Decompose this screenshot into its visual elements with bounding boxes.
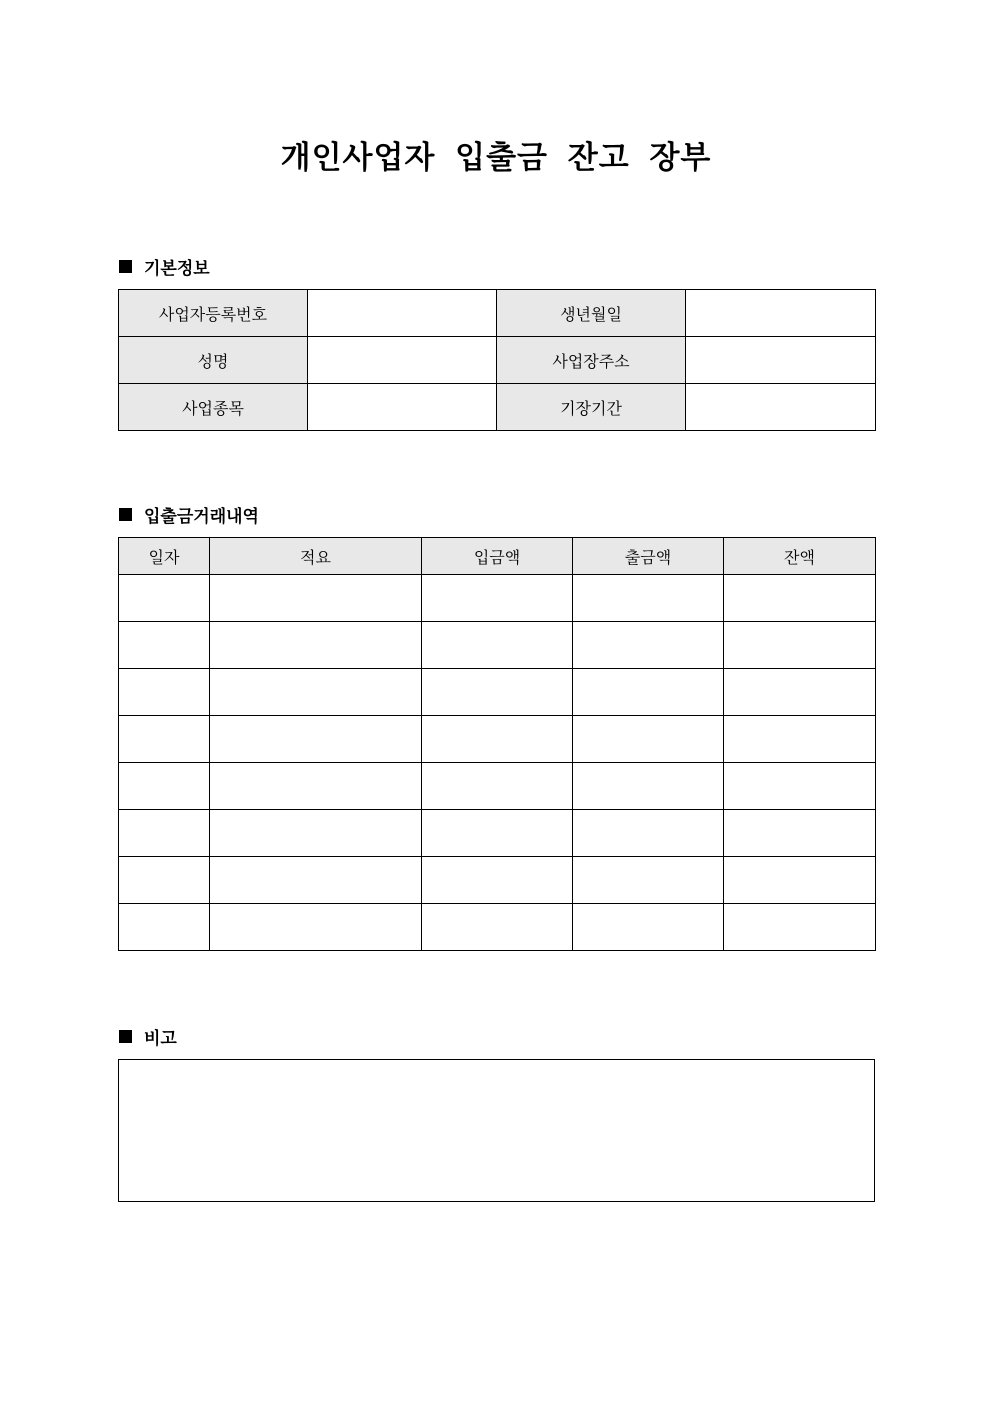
birth-date-field[interactable] (686, 290, 876, 337)
bookkeeping-period-label: 기장기간 (497, 384, 686, 431)
description-cell[interactable] (210, 575, 422, 622)
business-registration-number-label: 사업자등록번호 (119, 290, 308, 337)
column-header-date: 일자 (119, 538, 210, 575)
square-bullet-icon (119, 508, 132, 521)
description-cell[interactable] (210, 904, 422, 951)
withdrawal-cell[interactable] (573, 810, 724, 857)
deposit-cell[interactable] (422, 716, 573, 763)
balance-cell[interactable] (724, 716, 876, 763)
transactions-header-row (119, 538, 876, 575)
deposit-cell[interactable] (422, 904, 573, 951)
description-cell[interactable] (210, 857, 422, 904)
name-field[interactable] (308, 337, 497, 384)
deposit-cell[interactable] (422, 622, 573, 669)
balance-cell[interactable] (724, 904, 876, 951)
square-bullet-icon (119, 1030, 132, 1043)
remarks-heading-text: 비고 (144, 1029, 177, 1049)
deposit-cell[interactable] (422, 857, 573, 904)
basic-info-row (119, 384, 876, 431)
deposit-cell[interactable] (422, 669, 573, 716)
square-bullet-icon (119, 260, 132, 273)
balance-cell[interactable] (724, 763, 876, 810)
balance-cell[interactable] (724, 622, 876, 669)
date-cell[interactable] (119, 904, 210, 951)
basic-info-row (119, 290, 876, 337)
table-row (119, 763, 876, 810)
deposit-cell[interactable] (422, 763, 573, 810)
withdrawal-cell[interactable] (573, 763, 724, 810)
description-cell[interactable] (210, 622, 422, 669)
balance-cell[interactable] (724, 810, 876, 857)
transactions-table (118, 537, 876, 951)
date-cell[interactable] (119, 763, 210, 810)
bookkeeping-period-field[interactable] (686, 384, 876, 431)
table-row (119, 810, 876, 857)
remarks-field[interactable] (118, 1059, 875, 1202)
description-cell[interactable] (210, 810, 422, 857)
table-row (119, 622, 876, 669)
basic-info-heading (119, 254, 210, 279)
basic-info-row (119, 337, 876, 384)
business-address-label: 사업장주소 (497, 337, 686, 384)
date-cell[interactable] (119, 575, 210, 622)
date-cell[interactable] (119, 669, 210, 716)
column-header-description: 적요 (210, 538, 422, 575)
table-row (119, 857, 876, 904)
column-header-withdrawal: 출금액 (573, 538, 724, 575)
withdrawal-cell[interactable] (573, 716, 724, 763)
business-type-field[interactable] (308, 384, 497, 431)
table-row (119, 669, 876, 716)
transactions-heading (119, 502, 259, 527)
balance-cell[interactable] (724, 669, 876, 716)
date-cell[interactable] (119, 810, 210, 857)
business-type-label: 사업종목 (119, 384, 308, 431)
table-row (119, 716, 876, 763)
withdrawal-cell[interactable] (573, 857, 724, 904)
balance-cell[interactable] (724, 857, 876, 904)
withdrawal-cell[interactable] (573, 622, 724, 669)
withdrawal-cell[interactable] (573, 904, 724, 951)
date-cell[interactable] (119, 857, 210, 904)
name-label: 성명 (119, 337, 308, 384)
business-registration-number-field[interactable] (308, 290, 497, 337)
transactions-heading-text: 입출금거래내역 (144, 507, 259, 527)
withdrawal-cell[interactable] (573, 669, 724, 716)
table-row (119, 575, 876, 622)
column-header-balance: 잔액 (724, 538, 876, 575)
balance-cell[interactable] (724, 575, 876, 622)
business-address-field[interactable] (686, 337, 876, 384)
deposit-cell[interactable] (422, 575, 573, 622)
description-cell[interactable] (210, 763, 422, 810)
remarks-heading (119, 1024, 177, 1049)
basic-info-heading-text: 기본정보 (144, 259, 210, 279)
column-header-deposit: 입금액 (422, 538, 573, 575)
document-title: 개인사업자 입출금 잔고 장부 (280, 140, 712, 176)
birth-date-label: 생년월일 (497, 290, 686, 337)
table-row (119, 904, 876, 951)
basic-info-table (118, 289, 876, 431)
deposit-cell[interactable] (422, 810, 573, 857)
date-cell[interactable] (119, 716, 210, 763)
date-cell[interactable] (119, 622, 210, 669)
description-cell[interactable] (210, 669, 422, 716)
description-cell[interactable] (210, 716, 422, 763)
withdrawal-cell[interactable] (573, 575, 724, 622)
